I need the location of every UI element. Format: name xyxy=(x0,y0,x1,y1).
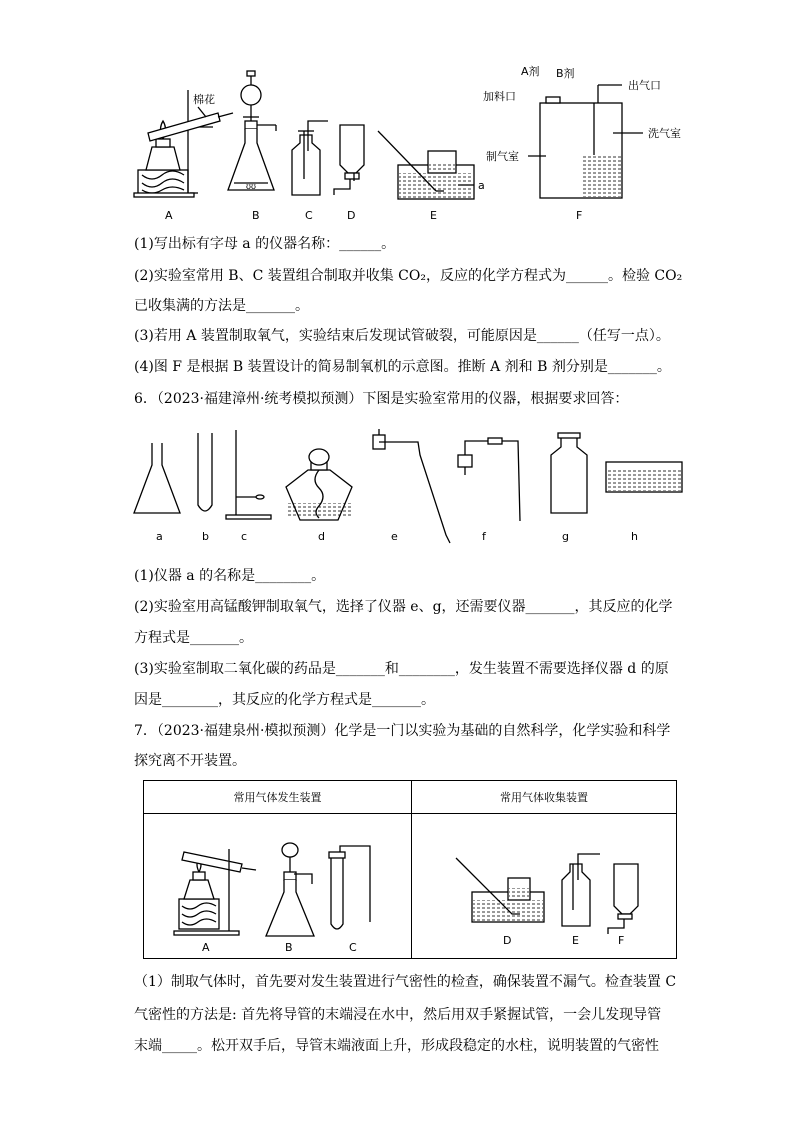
q5-part4: (4)图 F 是根据 B 装置设计的简易制氧机的示意图。推断 A 剂和 B 剂分别是_______。 xyxy=(134,359,671,375)
q7-label-c: C xyxy=(349,941,357,954)
q6-part3b: 因是________，其反应的化学方程式是_______。 xyxy=(134,692,435,708)
apparatus-b xyxy=(228,71,276,191)
svg-text:a: a xyxy=(478,179,485,192)
q6-part1: (1)仪器 a 的名称是________。 xyxy=(134,568,326,584)
q6-instruments-figure xyxy=(128,425,688,550)
q6-label-f: f xyxy=(482,530,486,543)
q6-heading: 6．（2023·福建漳州·统考模拟预测）下图是实验室常用的仪器，根据要求回答： xyxy=(134,391,629,407)
q5-part3: (3)若用 A 装置制取氧气，实验结束后发现试管破裂，可能原因是______（任写一点）。 xyxy=(134,328,670,344)
q7-col1-header: 常用气体发生装置 xyxy=(144,781,412,814)
svg-text:棉花: 棉花 xyxy=(193,93,215,106)
instrument-g xyxy=(551,433,587,513)
f-label-a-agent: A剂 xyxy=(521,65,540,78)
instrument-c xyxy=(226,430,271,519)
q5-part2a: (2)实验室常用 B、C 装置组合制取并收集 CO₂，反应的化学方程式为______。检验 CO₂ xyxy=(134,268,683,284)
instrument-b xyxy=(198,433,212,511)
q6-label-c: c xyxy=(241,530,248,543)
q7-part1a: （1）制取气体时，首先要对发生装置进行气密性的检查，确保装置不漏气。检查装置 C xyxy=(134,974,677,990)
q7-part1c: 末端_____。松开双手后，导管末端液面上升，形成段稳定的水柱，说明装置的气密性 xyxy=(134,1038,659,1054)
q5-apparatus-figure xyxy=(128,55,698,230)
q7-label-e: E xyxy=(572,934,579,947)
svg-text:ʊʊ: ʊʊ xyxy=(246,182,256,191)
fig5-label-e: E xyxy=(430,209,437,222)
fig5-label-b: B xyxy=(252,209,260,222)
f-label-b-agent: B剂 xyxy=(556,67,575,80)
apparatus-a xyxy=(134,90,233,197)
q6-label-a: a xyxy=(156,530,163,543)
instrument-d xyxy=(286,449,352,520)
q7-apparatus-table xyxy=(143,780,677,959)
q6-part2b: 方程式是_______。 xyxy=(134,630,253,646)
q7-heading-b: 探究离不开装置。 xyxy=(134,753,246,769)
apparatus-e xyxy=(378,131,485,199)
q7-label-b: B xyxy=(285,941,293,954)
apparatus-f xyxy=(483,64,681,198)
q6-label-d: d xyxy=(318,530,325,543)
q7-collection-figure xyxy=(412,814,676,954)
q5-part1: (1)写出标有字母 a 的仪器名称：______。 xyxy=(134,236,396,252)
q7-label-f: F xyxy=(618,934,625,947)
q7-part1b: 气密性的方法是: 首先将导管的末端浸在水中，然后用双手紧握试管，一会儿发现导管 xyxy=(134,1007,662,1023)
q5-part2b: 已收集满的方法是_______。 xyxy=(134,298,309,314)
instrument-a xyxy=(134,443,180,513)
fig5-label-a: A xyxy=(165,209,173,222)
q7-heading-a: 7．（2023·福建泉州·模拟预测）化学是一门以实验为基础的自然科学，化学实验和科学 xyxy=(134,723,671,739)
q6-label-b: b xyxy=(202,530,209,543)
q6-label-g: g xyxy=(562,530,569,543)
instrument-e xyxy=(373,429,450,543)
q7-generation-figure xyxy=(144,814,410,954)
f-label-outlet: 出气口 xyxy=(628,79,661,92)
q7-label-a: A xyxy=(202,941,210,954)
f-label-wash: 洗气室 xyxy=(648,127,681,140)
apparatus-c xyxy=(292,121,328,195)
q7-col2-header: 常用气体收集装置 xyxy=(412,781,677,814)
instrument-f xyxy=(458,438,520,521)
fig5-label-d: D xyxy=(347,209,356,222)
fig5-label-f: F xyxy=(576,209,583,222)
instrument-h xyxy=(606,462,682,492)
fig5-label-c: C xyxy=(305,209,313,222)
q6-label-h: h xyxy=(631,530,638,543)
q7-label-d: D xyxy=(503,934,512,947)
q6-part2a: (2)实验室用高锰酸钾制取氧气，选择了仪器 e、g，还需要仪器_______，其反应的化学 xyxy=(134,599,673,615)
f-label-feed: 加料口 xyxy=(483,90,516,103)
q6-part3a: (3)实验室制取二氧化碳的药品是_______和________，发生装置不需要选择仪器 d 的原 xyxy=(134,661,669,677)
apparatus-d xyxy=(334,125,364,195)
f-label-make: 制气室 xyxy=(486,150,519,163)
q6-label-e: e xyxy=(391,530,398,543)
